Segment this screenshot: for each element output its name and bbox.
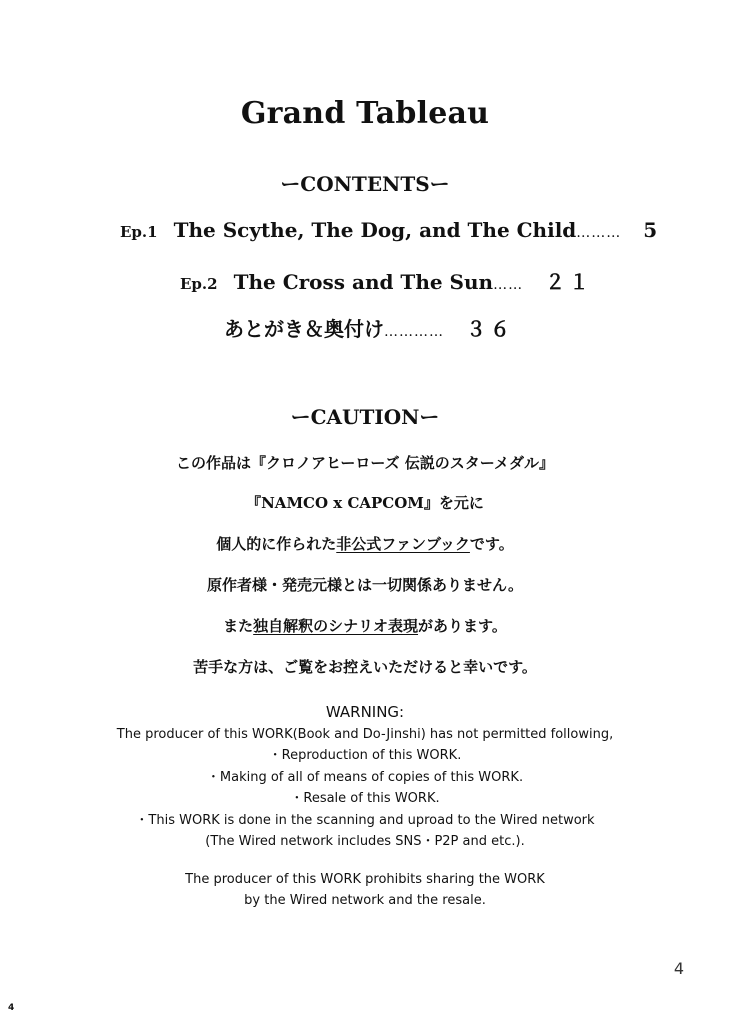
toc-entry-title: The Scythe, The Dog, and The Child (173, 218, 577, 242)
caution-text: です。 (469, 535, 514, 553)
warning-line: (The Wired network includes SNS・P2P and etc.). (205, 834, 525, 849)
warning-line: ・Making of all of means of copies of this WORK. (206, 769, 524, 785)
warning-line: ・Reproduction of this WORK. (268, 748, 462, 763)
warning-closing-line: by the Wired network and the resale. (244, 893, 486, 908)
toc-entry-afterword (224, 313, 514, 342)
caution-line-3 (0, 533, 730, 554)
corner-page-number: 4 (8, 1003, 15, 1013)
toc-entry-ep1 (120, 218, 661, 242)
caution-line-6: 苦手な方は、ご覧をお控えいただけると幸いです。 (193, 658, 537, 676)
caution-line-2: 『NAMCO x CAPCOM』を元に (246, 494, 484, 512)
warning-block (0, 702, 730, 912)
warning-line: ・This WORK is done in the scanning and uproad to the Wired network (135, 812, 595, 828)
caution-line-4: 原作者様・発売元様とは一切関係ありません。 (207, 576, 523, 594)
toc-entry-ep2 (180, 266, 593, 295)
toc-entry-title: あとがき＆奥付け (224, 317, 384, 341)
warning-line: ・Resale of this WORK. (290, 791, 440, 806)
toc-leader-dots: ……… (576, 225, 622, 241)
caution-text: があります。 (418, 617, 507, 635)
contents-heading: ーCONTENTSー (280, 172, 450, 196)
toc-entry-title: The Cross and The Sun (233, 270, 494, 294)
warning-line: The producer of this WORK(Book and Do-Jinshi) has not permitted following, (116, 726, 614, 742)
page-number: 4 (673, 959, 684, 978)
toc-page-number: ２１ (545, 270, 594, 294)
page-title: Grand Tableau (240, 96, 490, 131)
toc-leader-dots: ………… (384, 324, 444, 340)
caution-text: 個人的に作られた (216, 535, 337, 553)
warning-closing-line: The producer of this WORK prohibits sharing the WORK (185, 871, 545, 887)
toc-episode-label: Ep.2 (180, 275, 218, 293)
toc-episode-label: Ep.1 (120, 223, 158, 241)
toc-page-number: 5 (643, 218, 662, 242)
caution-emphasis: 独自解釈のシナリオ表現 (253, 617, 419, 635)
caution-line-1: この作品は『クロノアヒーローズ 伝説のスターメダル』 (175, 454, 555, 472)
caution-emphasis: 非公式ファンブック (336, 535, 470, 553)
toc-leader-dots: …… (493, 277, 524, 293)
warning-heading: WARNING: (325, 703, 405, 721)
caution-line-5 (0, 615, 730, 636)
caution-text: また (223, 617, 254, 635)
toc-page-number: ３６ (466, 317, 514, 341)
spacer (0, 853, 730, 869)
caution-heading: ーCAUTIONー (290, 405, 440, 429)
